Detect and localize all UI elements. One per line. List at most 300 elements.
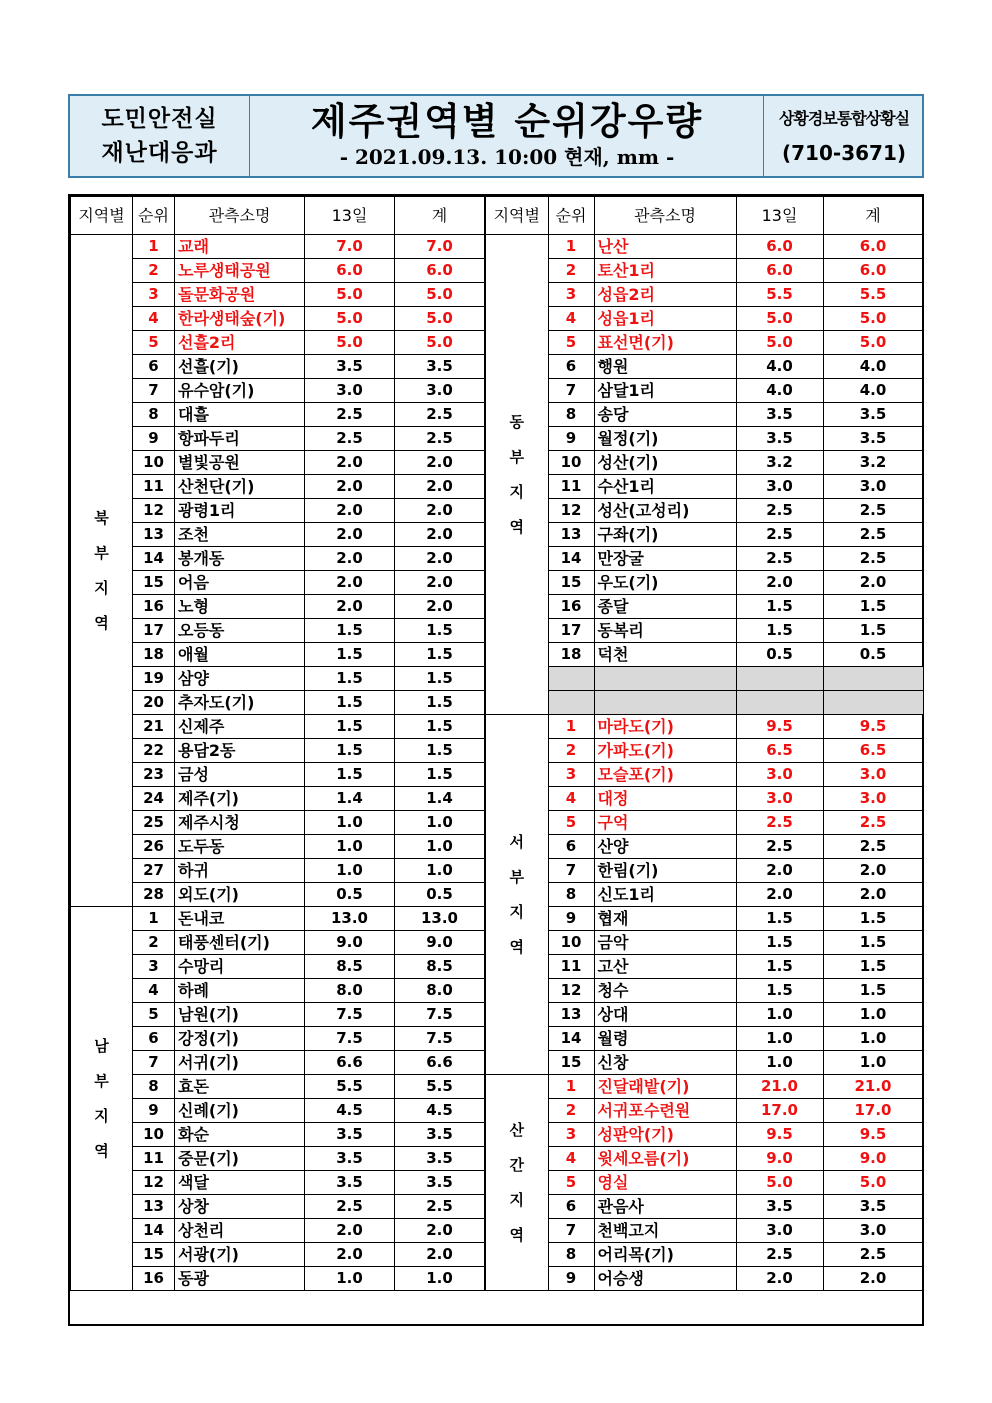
region-label-char: 지 [94, 1106, 109, 1125]
rainfall-day: 1.0 [736, 1003, 823, 1027]
region-label-char: 역 [94, 613, 109, 632]
rainfall-total: 0.5 [395, 883, 485, 907]
region-label-char: 간 [509, 1155, 524, 1174]
station-name-text: 용담2동 [178, 741, 236, 760]
station-name-text: 대흘 [178, 405, 209, 424]
region-label-char: 동 [509, 412, 524, 431]
report-date: - 2021.09.13. 10:00 현재, mm - [339, 145, 675, 169]
station-name-text: 구좌(기) [597, 525, 659, 544]
rainfall-day: 7.5 [305, 1003, 395, 1027]
rainfall-total: 5.5 [395, 1075, 485, 1099]
table-row [485, 403, 923, 427]
station-name [594, 1051, 736, 1075]
station-name [175, 1171, 305, 1195]
station-name [594, 307, 736, 331]
rank-cell: 21 [133, 715, 175, 739]
rank-cell: 3 [133, 955, 175, 979]
rainfall-total: 6.0 [823, 259, 923, 283]
station-name-text: 돈내코 [178, 909, 225, 928]
rainfall-total: 3.5 [823, 403, 923, 427]
rank-cell: 2 [133, 259, 175, 283]
table-row [71, 691, 485, 715]
station-name-text: 신례(기) [178, 1101, 239, 1120]
col-rank: 순위 [548, 197, 594, 235]
station-name-text: 중문(기) [178, 1149, 239, 1168]
rainfall-total: 8.5 [395, 955, 485, 979]
rank-cell: 1 [133, 907, 175, 931]
rainfall-day: 8.0 [305, 979, 395, 1003]
station-name [594, 379, 736, 403]
rank-cell: 4 [133, 307, 175, 331]
rainfall-total: 3.5 [395, 355, 485, 379]
station-name [594, 619, 736, 643]
rainfall-day: 1.4 [305, 787, 395, 811]
rank-cell: 3 [548, 1123, 594, 1147]
rank-cell: 3 [548, 283, 594, 307]
rainfall-day: 4.5 [305, 1099, 395, 1123]
station-name-text: 남원(기) [178, 1005, 239, 1024]
station-name [175, 1075, 305, 1099]
rainfall-total: 9.0 [823, 1147, 923, 1171]
rainfall-total: 3.5 [395, 1123, 485, 1147]
station-name [175, 1027, 305, 1051]
station-name-text: 광령1리 [178, 501, 236, 520]
table-row [71, 523, 485, 547]
station-name-text: 상천리 [178, 1221, 225, 1240]
rank-cell: 11 [133, 475, 175, 499]
rainfall-total: 17.0 [823, 1099, 923, 1123]
table-row [71, 619, 485, 643]
rainfall-total: 1.0 [823, 1027, 923, 1051]
rainfall-day: 2.0 [305, 451, 395, 475]
station-name-text: 노형 [178, 597, 209, 616]
table-row [485, 763, 923, 787]
station-name-text: 어리목(기) [597, 1245, 674, 1264]
rank-cell: 17 [548, 619, 594, 643]
rank-cell: 6 [133, 355, 175, 379]
header-divider [249, 96, 250, 176]
station-name-text: 성판악(기) [597, 1125, 674, 1144]
rainfall-total: 1.0 [395, 859, 485, 883]
rainfall-day: 2.0 [305, 595, 395, 619]
rainfall-day: 5.0 [736, 1171, 823, 1195]
station-name [594, 235, 736, 259]
station-name [175, 1243, 305, 1267]
station-name-text: 하귀 [178, 861, 209, 880]
station-name-text: 수망리 [178, 957, 225, 976]
station-name [594, 403, 736, 427]
rainfall-day: 2.0 [305, 1243, 395, 1267]
rainfall-total: 2.5 [823, 811, 923, 835]
blank-cell [594, 691, 736, 715]
rank-cell: 23 [133, 763, 175, 787]
table-row [71, 1147, 485, 1171]
rainfall-day: 1.5 [305, 691, 395, 715]
table-row [485, 1099, 923, 1123]
station-name-text: 봉개동 [178, 549, 225, 568]
rank-cell: 4 [133, 979, 175, 1003]
station-name [594, 907, 736, 931]
rainfall-day: 5.5 [305, 1075, 395, 1099]
rainfall-day: 5.0 [736, 331, 823, 355]
rainfall-day: 2.5 [736, 811, 823, 835]
rainfall-day: 6.6 [305, 1051, 395, 1075]
rank-cell: 18 [133, 643, 175, 667]
station-name [175, 1219, 305, 1243]
station-name-text: 하례 [178, 981, 209, 1000]
table-row [485, 427, 923, 451]
rank-cell: 13 [133, 1195, 175, 1219]
rank-cell: 10 [133, 1123, 175, 1147]
rainfall-total: 1.5 [823, 907, 923, 931]
rainfall-day: 2.5 [736, 835, 823, 859]
station-name [594, 835, 736, 859]
col-total: 계 [823, 197, 923, 235]
table-row [71, 1195, 485, 1219]
rainfall-day: 3.5 [305, 355, 395, 379]
rainfall-day: 2.0 [305, 547, 395, 571]
rainfall-total: 2.0 [823, 571, 923, 595]
station-name [175, 1051, 305, 1075]
table-row [485, 835, 923, 859]
table-row [485, 787, 923, 811]
table-row [71, 403, 485, 427]
station-name-text: 토산1리 [597, 261, 656, 280]
rainfall-day: 4.0 [736, 355, 823, 379]
rainfall-day: 3.2 [736, 451, 823, 475]
table-row [71, 451, 485, 475]
station-name [594, 1075, 736, 1099]
table-row [485, 307, 923, 331]
region-label-char: 부 [509, 867, 524, 886]
rainfall-total: 2.5 [395, 427, 485, 451]
station-name [175, 403, 305, 427]
table-row [71, 355, 485, 379]
table-row [485, 1123, 923, 1147]
col-region: 지역별 [485, 197, 548, 235]
rainfall-total: 6.5 [823, 739, 923, 763]
rainfall-total: 2.0 [395, 1219, 485, 1243]
table-row [71, 547, 485, 571]
table-row [71, 259, 485, 283]
rainfall-total: 1.5 [823, 955, 923, 979]
station-name-text: 덕천 [597, 645, 629, 664]
station-name [175, 523, 305, 547]
station-name [594, 283, 736, 307]
station-name [175, 1195, 305, 1219]
table-row [71, 427, 485, 451]
rank-cell: 10 [548, 451, 594, 475]
table-row [71, 811, 485, 835]
station-name [175, 1123, 305, 1147]
table-row [71, 235, 485, 259]
table-row [71, 979, 485, 1003]
rank-cell: 13 [548, 523, 594, 547]
table-row [71, 499, 485, 523]
col-day: 13일 [305, 197, 395, 235]
station-name [594, 1099, 736, 1123]
rainfall-day: 1.0 [736, 1051, 823, 1075]
rainfall-day: 9.0 [736, 1147, 823, 1171]
region-label-char: 역 [509, 937, 524, 956]
table-header-row [485, 197, 923, 235]
station-name-text: 어승생 [597, 1269, 644, 1288]
station-name [594, 499, 736, 523]
rainfall-day: 2.5 [305, 427, 395, 451]
table-row [485, 859, 923, 883]
blank-row [485, 667, 923, 691]
rainfall-day: 2.5 [736, 499, 823, 523]
table-row [71, 1051, 485, 1075]
station-name [175, 1267, 305, 1291]
rainfall-total: 3.5 [395, 1147, 485, 1171]
rank-cell: 9 [548, 1267, 594, 1291]
rank-cell: 26 [133, 835, 175, 859]
station-name [175, 979, 305, 1003]
rank-cell: 4 [548, 787, 594, 811]
station-name-text: 한림(기) [597, 861, 659, 880]
rainfall-day: 1.5 [305, 739, 395, 763]
rank-cell: 8 [548, 403, 594, 427]
station-name [175, 1099, 305, 1123]
table-row [485, 1027, 923, 1051]
station-name [175, 859, 305, 883]
rank-cell: 5 [133, 1003, 175, 1027]
station-name-text: 마라도(기) [597, 717, 674, 736]
blank-cell [594, 667, 736, 691]
rainfall-total: 1.5 [395, 667, 485, 691]
situation-room: 상황경보통합상황실 [778, 109, 910, 128]
station-name-text: 외도(기) [178, 885, 239, 904]
rank-cell: 18 [548, 643, 594, 667]
rank-cell: 19 [133, 667, 175, 691]
rainfall-total: 4.0 [823, 379, 923, 403]
table-row [71, 667, 485, 691]
report-title: 제주권역별 순위강우량 [310, 100, 704, 143]
rank-cell: 12 [133, 499, 175, 523]
rank-cell: 8 [548, 883, 594, 907]
station-name [175, 547, 305, 571]
rainfall-day: 7.5 [305, 1027, 395, 1051]
rainfall-day: 6.5 [736, 739, 823, 763]
station-name-text: 성산(기) [597, 453, 659, 472]
rainfall-total: 9.5 [823, 1123, 923, 1147]
rank-cell: 8 [133, 1075, 175, 1099]
rainfall-day: 2.0 [736, 571, 823, 595]
rank-cell: 10 [548, 931, 594, 955]
station-name [594, 763, 736, 787]
region-label-char: 지 [509, 902, 524, 921]
station-name-text: 태풍센터(기) [178, 933, 270, 952]
rank-cell: 12 [548, 979, 594, 1003]
rainfall-total: 2.0 [395, 1243, 485, 1267]
station-name-text: 월령 [597, 1029, 629, 1048]
rainfall-day: 1.5 [305, 643, 395, 667]
department-line-1: 도민안전실 [101, 106, 218, 132]
region-label [485, 1075, 548, 1291]
rainfall-total: 2.5 [823, 547, 923, 571]
rainfall-day: 2.0 [305, 499, 395, 523]
rank-cell: 14 [548, 1027, 594, 1051]
rank-cell: 20 [133, 691, 175, 715]
col-total: 계 [395, 197, 485, 235]
station-name [175, 331, 305, 355]
rainfall-total: 7.5 [395, 1003, 485, 1027]
table-row [485, 619, 923, 643]
station-name [175, 427, 305, 451]
station-name-text: 협재 [597, 909, 629, 928]
station-name [175, 283, 305, 307]
table-row [71, 907, 485, 931]
rainfall-day: 1.5 [305, 715, 395, 739]
blank-cell [823, 691, 923, 715]
rank-cell: 7 [548, 1219, 594, 1243]
rainfall-day: 2.0 [736, 1267, 823, 1291]
station-name [175, 1003, 305, 1027]
station-name [594, 955, 736, 979]
rainfall-day: 1.5 [305, 619, 395, 643]
table-row [71, 1099, 485, 1123]
table-row [71, 1075, 485, 1099]
region-label-char: 지 [509, 1190, 524, 1209]
rainfall-total: 8.0 [395, 979, 485, 1003]
station-name [594, 739, 736, 763]
rank-cell: 6 [548, 835, 594, 859]
rainfall-total: 5.0 [395, 307, 485, 331]
rank-cell: 28 [133, 883, 175, 907]
rank-cell: 4 [548, 1147, 594, 1171]
rank-cell: 10 [133, 451, 175, 475]
station-name [175, 955, 305, 979]
rainfall-day: 5.0 [305, 307, 395, 331]
station-name [175, 811, 305, 835]
blank-cell [823, 667, 923, 691]
station-name [594, 331, 736, 355]
rainfall-total: 1.5 [395, 619, 485, 643]
rank-cell: 5 [548, 811, 594, 835]
station-name [594, 931, 736, 955]
table-row [485, 1075, 923, 1099]
rank-cell: 2 [548, 739, 594, 763]
phone-number: (710-3671) [782, 141, 906, 165]
rainfall-total: 1.5 [823, 619, 923, 643]
rainfall-total: 2.5 [823, 835, 923, 859]
rainfall-day: 3.0 [736, 475, 823, 499]
region-label-char: 역 [509, 517, 524, 536]
region-label-char: 북 [94, 508, 109, 527]
col-station: 관측소명 [175, 197, 305, 235]
rainfall-day: 6.0 [305, 259, 395, 283]
rank-cell: 1 [133, 235, 175, 259]
station-name [594, 355, 736, 379]
station-name-text: 수산1리 [597, 477, 656, 496]
station-name [175, 499, 305, 523]
table-row [485, 907, 923, 931]
rainfall-total: 1.4 [395, 787, 485, 811]
station-name-text: 한라생태숲(기) [178, 309, 286, 328]
station-name-text: 선흘2리 [178, 333, 236, 352]
station-name [175, 1147, 305, 1171]
rainfall-day: 3.5 [736, 1195, 823, 1219]
rainfall-day: 0.5 [736, 643, 823, 667]
station-name [594, 1195, 736, 1219]
rank-cell: 15 [548, 1051, 594, 1075]
rainfall-total: 3.2 [823, 451, 923, 475]
table-row [485, 643, 923, 667]
rank-cell: 25 [133, 811, 175, 835]
station-name-text: 서광(기) [178, 1245, 239, 1264]
rainfall-day: 3.0 [736, 787, 823, 811]
rank-cell: 1 [548, 715, 594, 739]
station-name [594, 787, 736, 811]
rank-cell: 22 [133, 739, 175, 763]
rainfall-total: 5.0 [395, 331, 485, 355]
region-label-char: 지 [509, 482, 524, 501]
col-rank: 순위 [133, 197, 175, 235]
region-label-char: 지 [94, 578, 109, 597]
rainfall-total: 2.0 [395, 475, 485, 499]
rainfall-day: 1.5 [736, 595, 823, 619]
rainfall-total: 2.0 [395, 595, 485, 619]
region-label [71, 235, 133, 907]
rank-cell: 15 [133, 1243, 175, 1267]
rank-cell: 6 [548, 355, 594, 379]
rank-cell: 7 [548, 859, 594, 883]
rainfall-day: 9.0 [305, 931, 395, 955]
station-name [175, 355, 305, 379]
table-row [485, 1267, 923, 1291]
station-name-text: 도두동 [178, 837, 225, 856]
rank-cell: 7 [133, 379, 175, 403]
rainfall-total: 1.0 [395, 811, 485, 835]
rainfall-day: 17.0 [736, 1099, 823, 1123]
rainfall-total: 1.0 [395, 835, 485, 859]
station-name-text: 교래 [178, 237, 209, 256]
station-name [594, 523, 736, 547]
rainfall-day: 1.0 [305, 859, 395, 883]
table-row [485, 547, 923, 571]
rank-cell: 8 [548, 1243, 594, 1267]
table-row [71, 379, 485, 403]
station-name-text: 서귀포수련원 [597, 1101, 691, 1120]
station-name [175, 475, 305, 499]
table-row [71, 1243, 485, 1267]
rank-cell: 5 [548, 1171, 594, 1195]
region-label-char: 역 [509, 1225, 524, 1244]
table-row [485, 283, 923, 307]
department [70, 102, 249, 170]
rainfall-total: 1.5 [395, 643, 485, 667]
rainfall-total: 3.0 [823, 763, 923, 787]
region-label [485, 235, 548, 715]
table-row [71, 835, 485, 859]
rainfall-day: 3.0 [736, 1219, 823, 1243]
station-name [594, 1243, 736, 1267]
rank-cell: 17 [133, 619, 175, 643]
station-name-text: 신제주 [178, 717, 225, 736]
rank-cell: 16 [133, 1267, 175, 1291]
rank-cell: 9 [548, 907, 594, 931]
rainfall-total: 2.5 [395, 403, 485, 427]
station-name-text: 별빛공원 [178, 453, 240, 472]
table-row [71, 1003, 485, 1027]
rainfall-total: 1.5 [395, 691, 485, 715]
rainfall-day: 1.5 [736, 931, 823, 955]
rainfall-total: 3.5 [823, 427, 923, 451]
station-name [175, 235, 305, 259]
rainfall-day: 3.5 [736, 427, 823, 451]
station-name [175, 643, 305, 667]
